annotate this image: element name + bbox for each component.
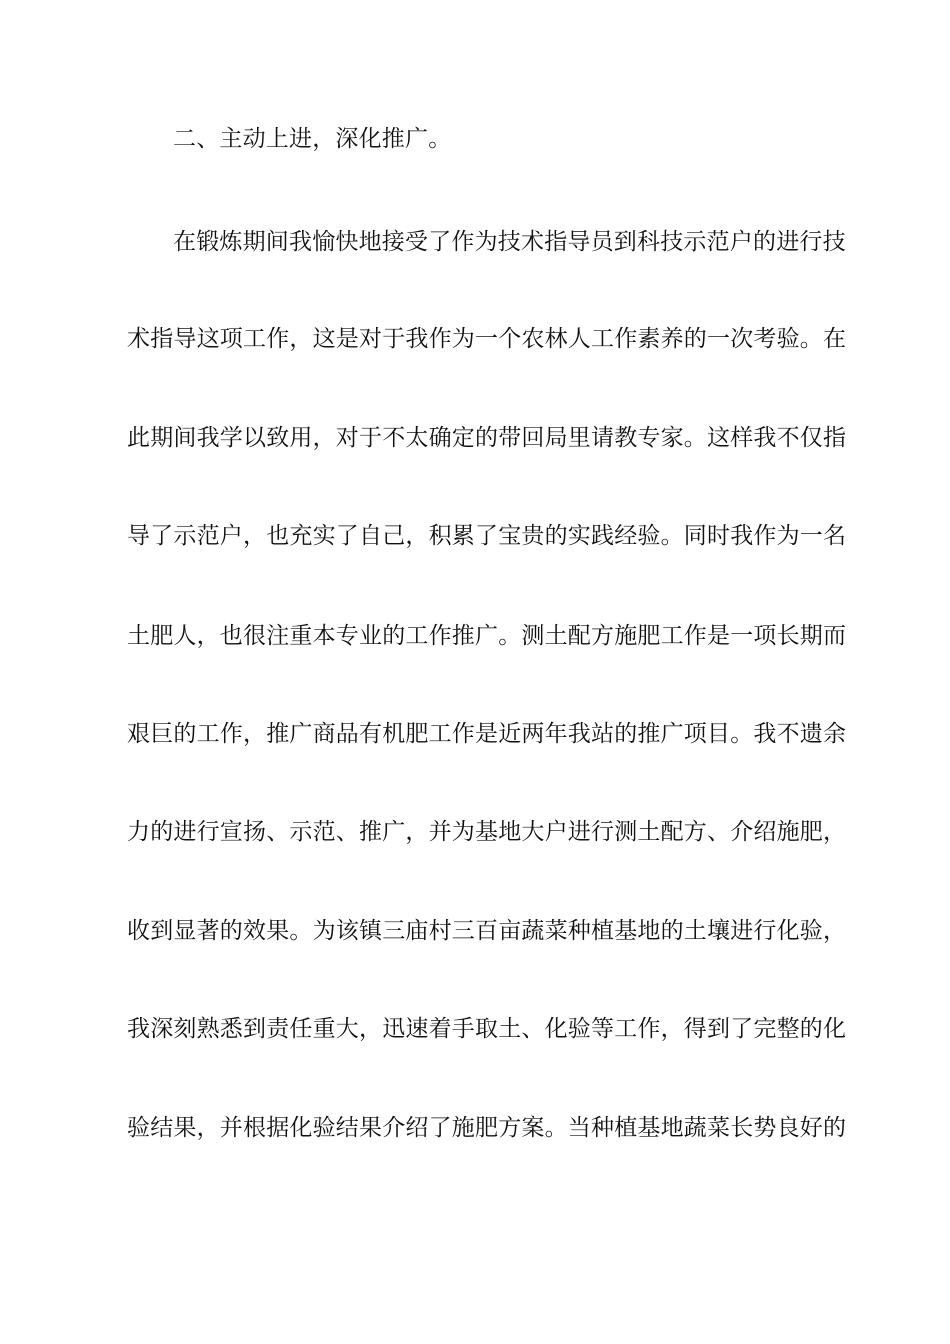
paragraph-line-4: 导了示范户，也充实了自己，积累了宝贵的实践经验。同时我作为一名 <box>127 523 847 549</box>
paragraph-line-7: 力的进行宣扬、示范、推广，并为基地大户进行测土配方、介绍施肥， <box>127 819 847 845</box>
paragraph-line-2: 术指导这项工作，这是对于我作为一个农林人工作素养的一次考验。在 <box>127 326 847 352</box>
paragraph-line-10: 验结果，并根据化验结果介绍了施肥方案。当种植基地蔬菜长势良好的 <box>127 1115 847 1141</box>
paragraph-line-8: 收到显著的效果。为该镇三庙村三百亩蔬菜种植基地的土壤进行化验， <box>127 918 847 944</box>
section-heading: 二、主动上进，深化推广。 <box>173 126 452 152</box>
paragraph-line-9: 我深刻熟悉到责任重大，迅速着手取土、化验等工作，得到了完整的化 <box>127 1016 847 1042</box>
paragraph-line-5: 土肥人，也很注重本专业的工作推广。测土配方施肥工作是一项长期而 <box>127 623 847 649</box>
paragraph-line-1: 在锻炼期间我愉快地接受了作为技术指导员到科技示范户的进行技 <box>173 229 846 255</box>
paragraph-line-6: 艰巨的工作，推广商品有机肥工作是近两年我站的推广项目。我不遗余 <box>127 721 847 747</box>
paragraph-line-3: 此期间我学以致用，对于不太确定的带回局里请教专家。这样我不仅指 <box>127 425 847 451</box>
